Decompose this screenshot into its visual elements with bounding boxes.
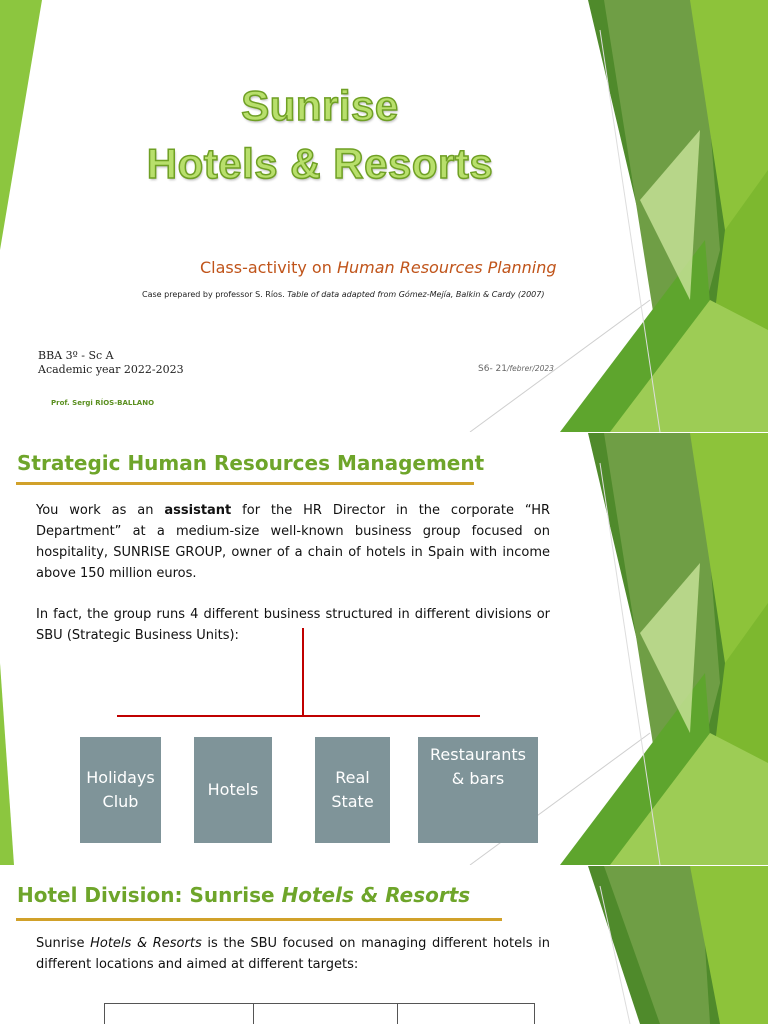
subtitle-emphasis: Human Resources Planning	[336, 258, 557, 277]
para-emphasis: Hotels & Resorts	[90, 936, 202, 951]
title-line-1: Sunrise	[241, 82, 399, 129]
division-paragraph	[36, 933, 550, 975]
para1-bold: assistant	[164, 503, 232, 518]
case-credit	[142, 290, 544, 299]
table-divider	[397, 1004, 398, 1024]
para-end: is the SBU focused on managing different hotels in different locations and aimed at different targets:	[36, 936, 550, 972]
table-divider	[253, 1004, 254, 1024]
sbu-label: Holidays Club	[86, 768, 155, 811]
para-start: Sunrise	[36, 936, 91, 951]
hotels-table	[104, 1003, 535, 1024]
sbu-box-hotels	[194, 737, 272, 843]
slide-heading: Strategic Human Resources Management	[17, 451, 485, 475]
subtitle-prefix: Class-activity on	[200, 258, 337, 277]
heading-rule	[16, 918, 502, 921]
sbu-box-restaurants-bars	[418, 737, 538, 843]
session-date	[478, 364, 554, 374]
professor-name: Prof. Sergi RÍOS-BALLANO	[51, 399, 155, 407]
heading-emphasis: Hotels & Resorts	[281, 883, 471, 907]
sbu-paragraph: In fact, the group runs 4 different business structured in different divisions or SBU (Strategic Business Units):	[36, 607, 550, 643]
title-line-2: Hotels & Resorts	[146, 140, 494, 187]
subtitle	[200, 258, 557, 277]
heading-rule	[16, 482, 474, 485]
sbu-label: Hotels	[207, 780, 259, 799]
course-line-1: BBA 3º - Sc A	[38, 349, 114, 362]
course-info	[38, 349, 184, 377]
slide-hotel-division	[0, 866, 768, 1024]
sbu-box-holidays-club	[80, 737, 161, 843]
sbu-box-real-state	[315, 737, 390, 843]
date-small: /febrer/2023	[507, 364, 554, 373]
credit-prefix: Case prepared by professor S. Ríos.	[142, 290, 288, 299]
para1-start: You work as an	[36, 503, 165, 518]
slide-title	[0, 0, 768, 432]
sbu-label: Real State	[331, 768, 374, 811]
course-line-2: Academic year 2022-2023	[38, 363, 184, 376]
sbu-label: Restaurants & bars	[430, 745, 526, 788]
slide-strategic-hrm	[0, 433, 768, 865]
credit-emphasis: Table of data adapted from Gómez-Mejía, Balkin & Cardy (2007)	[287, 290, 545, 299]
para1-end: for the HR Director in the corporate “HR Department” at a medium-size well-known business group focused on hospitality, SUNRISE GROUP, owner of a chain of hotels in Spain with income above 150 million euros.	[36, 503, 551, 581]
intro-paragraph	[36, 500, 550, 584]
date-main: S6- 21	[478, 364, 507, 374]
heading-prefix: Hotel Division: Sunrise	[17, 883, 282, 907]
slide-heading	[17, 883, 470, 907]
